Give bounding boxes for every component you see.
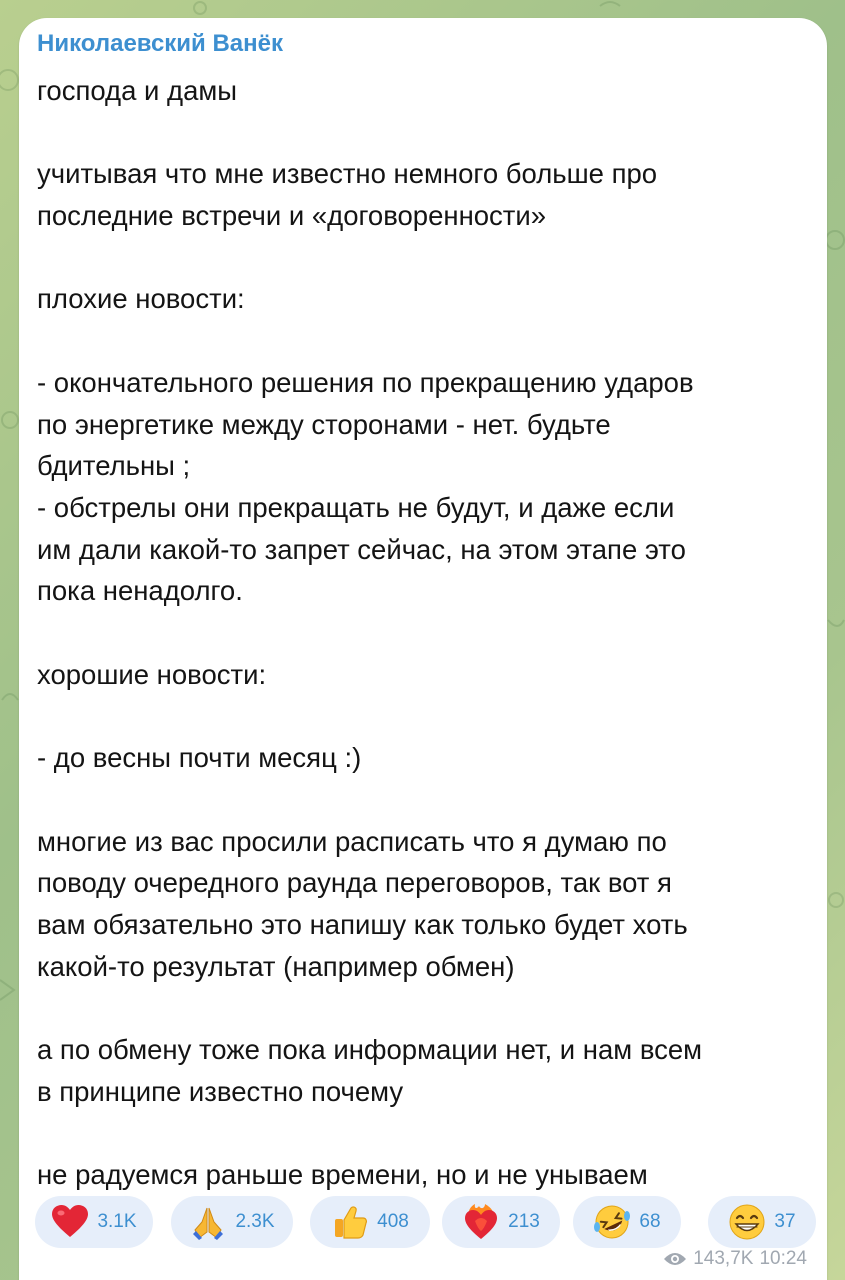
reaction-heart[interactable] (35, 1196, 153, 1248)
message-line: пока ненадолго. (37, 575, 243, 607)
reaction-thumbs-up[interactable] (310, 1196, 430, 1248)
reaction-rofl[interactable] (573, 1196, 681, 1248)
message-line: а по обмену тоже пока информации нет, и нам всем (37, 1034, 703, 1066)
message-line (37, 612, 812, 654)
rolling-on-floor-laughing-icon (593, 1203, 631, 1241)
eye-icon (663, 1251, 687, 1267)
message-line: хорошие новости: (37, 658, 267, 690)
message-line: не радуемся раньше времени, но и не унываем (37, 1159, 648, 1191)
message-line (37, 1112, 812, 1154)
message-line: по энергетике между сторонами - нет. будьте (37, 408, 611, 440)
reaction-count: 213 (508, 1211, 540, 1232)
message-line (37, 987, 812, 1029)
message-line: вам обязательно это напишу как только будет хоть (37, 908, 688, 940)
message-line: плохие новости: (37, 283, 245, 315)
message-line: последние встречи и «договоренности» (37, 200, 547, 232)
reaction-grin[interactable] (708, 1196, 816, 1248)
message-line (37, 112, 812, 154)
reaction-count: 2.3K (235, 1211, 275, 1232)
reaction-pray[interactable] (171, 1196, 293, 1248)
message-line: в принципе известно почему (37, 1075, 404, 1107)
message-line (37, 237, 812, 279)
reactions-bar (35, 1196, 815, 1256)
message-line: поводу очередного раунда переговоров, так вот я (37, 867, 672, 899)
message-line: - до весны почти месяц :) (37, 742, 362, 774)
message-line (37, 320, 812, 362)
message-line: учитывая что мне известно немного больше про (37, 158, 658, 190)
message-bubble (19, 18, 827, 1280)
thumbs-up-icon (331, 1203, 369, 1241)
message-line: им дали какой-то запрет сейчас, на этом этапе это (37, 533, 686, 565)
folded-hands-icon (189, 1203, 227, 1241)
message-meta (663, 1248, 807, 1270)
message-line (37, 779, 812, 821)
reaction-heart-on-fire[interactable] (442, 1196, 560, 1248)
sender-name[interactable]: Николаевский Ванёк (37, 30, 284, 57)
reaction-count: 68 (639, 1211, 661, 1232)
message-line: - обстрелы они прекращать не будут, и даже если (37, 491, 675, 523)
message-line (37, 695, 812, 737)
message-line: какой-то результат (например обмен) (37, 950, 515, 982)
message-text (37, 70, 812, 1196)
reaction-count: 37 (774, 1211, 796, 1232)
message-time: 10:24 (759, 1248, 807, 1269)
reaction-count: 408 (377, 1211, 409, 1232)
heart-on-fire-icon (462, 1203, 500, 1241)
message-line: многие из вас просили расписать что я думаю по (37, 825, 667, 857)
reaction-count: 3.1K (97, 1211, 137, 1232)
message-line: бдительны ; (37, 450, 191, 482)
views-count: 143,7K (693, 1248, 754, 1269)
message-line: - окончательного решения по прекращению ударов (37, 366, 694, 398)
grinning-face-icon (728, 1203, 766, 1241)
red-heart-icon (51, 1203, 89, 1241)
message-line: господа и дамы (37, 75, 238, 106)
